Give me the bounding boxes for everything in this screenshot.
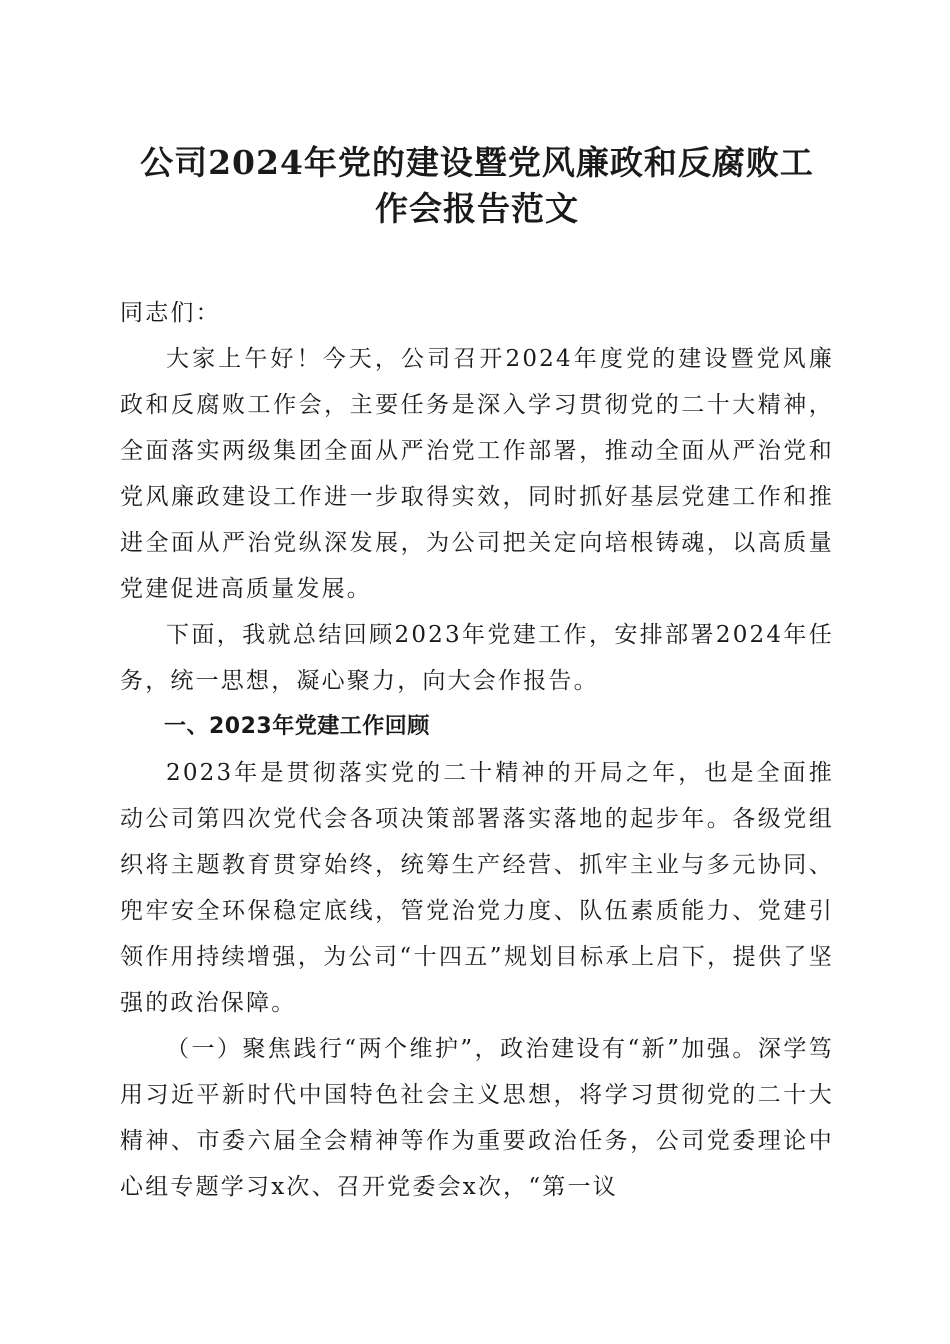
subsection-text: 深学笃用习近平新时代中国特色社会主义思想，将学习贯彻党的二十大精神、市委六届全会精神等作为重要政治任务，公司党委理论中心组专题学习x次、召开党委会x次，“第一议 [120, 1036, 834, 1200]
section-heading: 一、2023年党建工作回顾 [164, 714, 430, 739]
subsection-title: （一）聚焦践行“两个维护”，政治建设有“新”加强。 [166, 1036, 758, 1062]
section-paragraph: 2023年是贯彻落实党的二十精神的开局之年，也是全面推动公司第四次党代会各项决策部署落实落地的起步年。各级党组织将主题教育贯穿始终，统筹生产经营、抓牢主业与多元协同、兜牢安全环保稳定底线，管党治党力度、队伍素质能力、党建引领作用持续增强，为公司“十四五”规划目标承上启下，提供了坚强的政治保障。 [120, 760, 834, 1016]
document-title [120, 140, 834, 232]
title-line-2: 作会报告范文 [375, 189, 579, 228]
paragraph-outline: 下面，我就总结回顾2023年党建工作，安排部署2024年任务，统一思想，凝心聚力，向大会作报告。 [120, 622, 834, 694]
salutation: 同志们： [120, 300, 221, 326]
title-line-1: 公司2024年党的建设暨党风廉政和反腐败工 [140, 143, 814, 182]
document-page [120, 140, 834, 1210]
subsection-paragraph [120, 1026, 834, 1210]
paragraph-opening: 大家上午好！今天，公司召开2024年度党的建设暨党风廉政和反腐败工作会，主要任务是深入学习贯彻党的二十大精神，全面落实两级集团全面从严治党工作部署，推动全面从严治党和党风廉政建设工作进一步取得实效，同时抓好基层党建工作和推进全面从严治党纵深发展，为公司把关定向培根铸魂，以高质量党建促进高质量发展。 [120, 346, 834, 602]
